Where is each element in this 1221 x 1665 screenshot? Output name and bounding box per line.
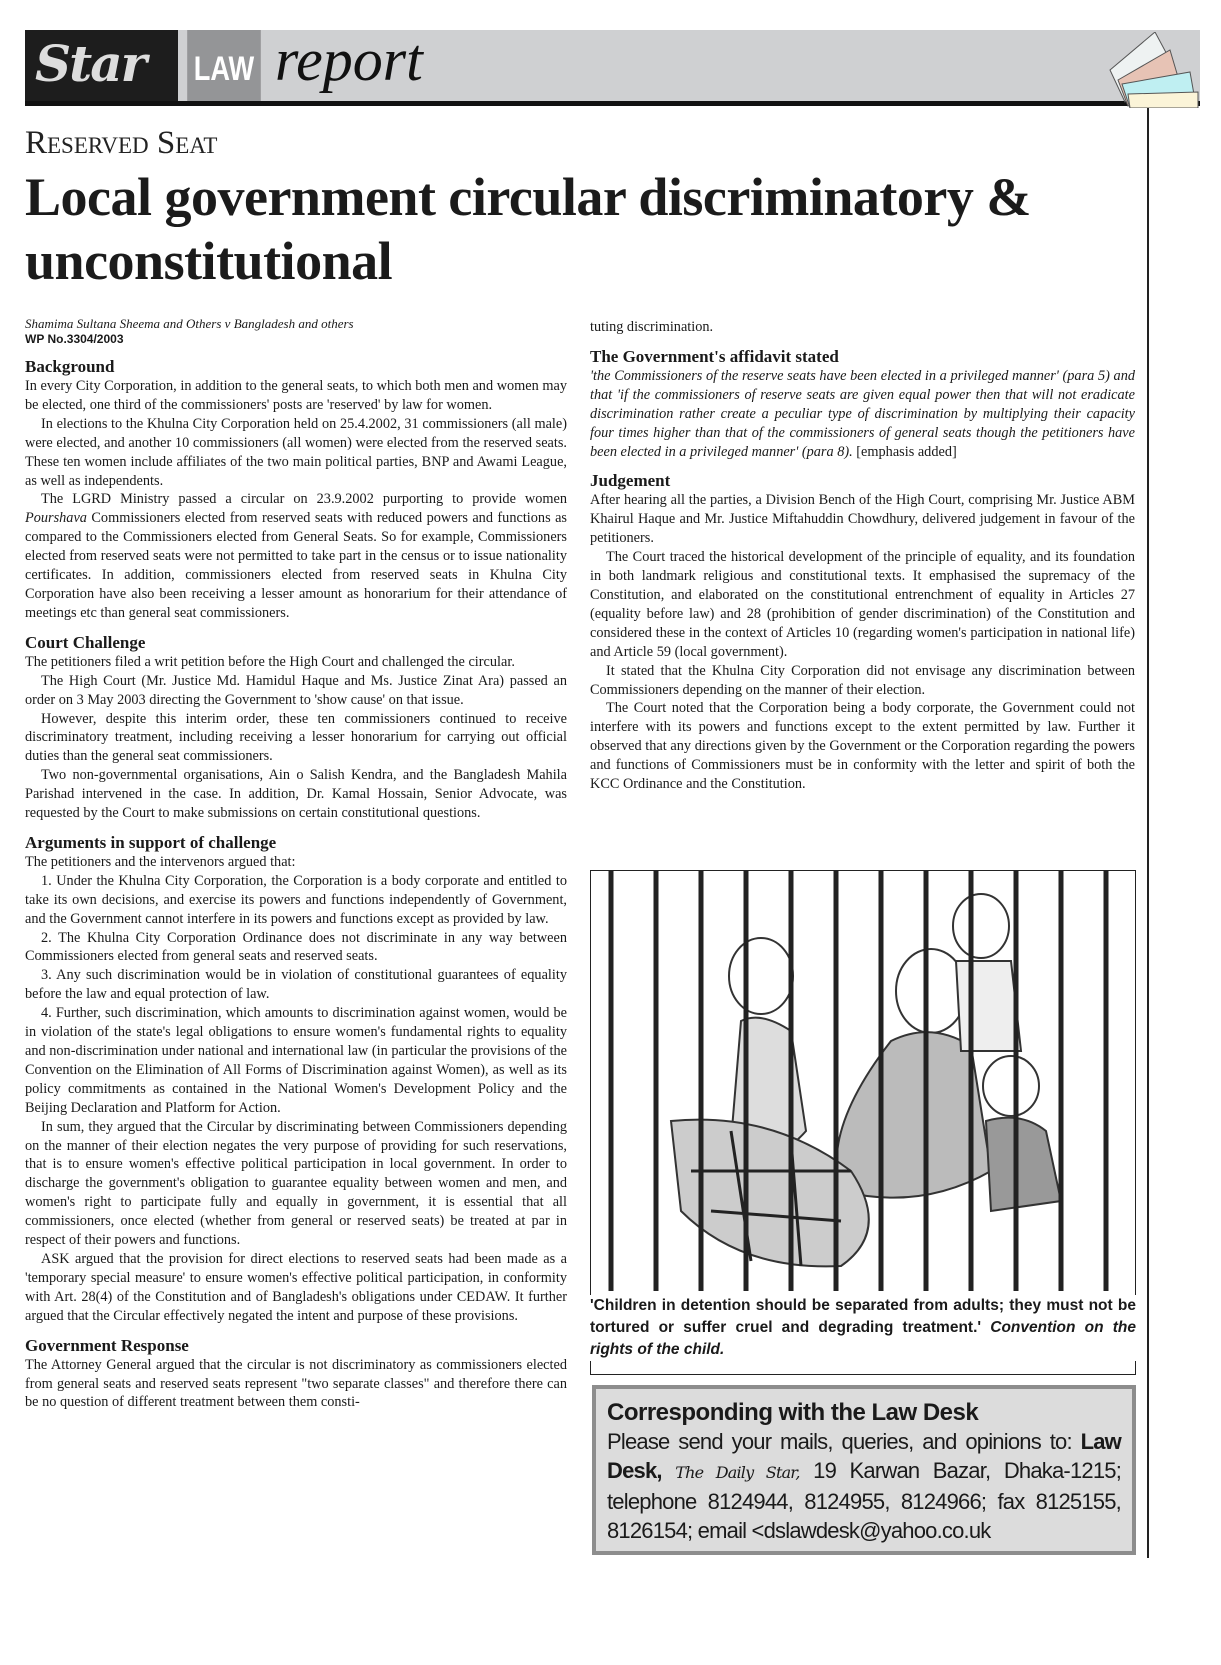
law-desk-title: Corresponding with the Law Desk: [607, 1399, 979, 1426]
masthead: [25, 27, 1200, 106]
paragraph: [25, 490, 567, 622]
paragraph: 4. Further, such discrimination, which amounts to discrimination against women, would be in violation of the state's legal obligations to ensure women's fundamental rights to equality and non-discrimination under national and international law (in particular the provisions of the Convention on the Elimination of All Forms of Discrimination against Women), as well as its policy commitments as contained in the National Women's Development Policy and the Beijing Declaration and Platform for Action.: [25, 1005, 567, 1116]
judgement-heading: Judgement: [590, 471, 671, 491]
text: Commissioners elected from reserved seats with reduced powers and functions as compared to the Commissioners elected from General Seats. So for example, Commissioners elected from reserved seats were not permitted to take part in the census or to issue nationality certificates. In addition, commissioners elected from reserved seats in Khulna City Corporation have also been receiving a lesser amount as honorarium for their attendance of meetings etc than general seat commissioners.: [25, 510, 567, 621]
background-heading: Background: [25, 357, 115, 376]
star-logo: Star: [25, 30, 178, 101]
right-column: [590, 318, 1135, 794]
paragraph: After hearing all the parties, a Division Bench of the High Court, comprising Mr. Justice ABM Khairul Haque and Mr. Justice Miftahuddin Chowdhury, delivered judgement in favour of the petitioners.: [590, 492, 1135, 547]
court-heading: Court Challenge: [25, 632, 146, 652]
paragraph: 1. Under the Khulna City Corporation, the Corporation is a body corporate and entitled to take its own decisions, and exercise its powers and functions independently of Government, and the Government cannot interfere in its powers and functions except as provided by law.: [25, 872, 567, 927]
paragraph: In every City Corporation, in addition to the general seats, to which both men and women may be elected, one third of the commissioners' posts are 'reserved' by law for women.: [25, 378, 567, 413]
quote-note: [emphasis added]: [852, 443, 957, 460]
paragraph: The Attorney General argued that the circular is not discriminatory as commissioners elected from general seats and reserved seats represent "two separate classes" and therefore there can be no question of different treatment between them consti-: [25, 1356, 567, 1411]
text: The LGRD Ministry passed a circular on 23.9.2002 purporting to provide women: [41, 491, 567, 508]
illustration-caption: [590, 1295, 1136, 1361]
case-name: Shamima Sultana Sheema and Others v Bangladesh and others: [25, 316, 354, 331]
paragraph: The Court noted that the Corporation being a body corporate, the Government could not interfere with its powers and functions except to the extent permitted by law. Further it observed that any directions given by the Government or the Corporation regarding the powers and functions of Commissioners must be in conformity with the letter and spirit of both the KCC Ordinance and the Constitution.: [590, 700, 1135, 793]
left-column: [25, 316, 567, 1412]
paragraph: The petitioners and the intervenors argued that:: [25, 853, 296, 870]
caption-source: Convention on the rights of the child.: [590, 1319, 1136, 1358]
paragraph: ASK argued that the provision for direct elections to reserved seats had been made as a 'temporary special measure' to ensure women's effective political participation, in conformity with Art. 28(4) of the Constitution and of Bangladesh's obligations under CEDAW. It further argued that the Circular effectively negated the intent and purpose of these provisions.: [25, 1250, 567, 1324]
paragraph: In elections to the Khulna City Corporation held on 25.4.2002, 31 commissioners (all male) were elected, and another 10 commissioners (all women) were elected from the reserved seats. These ten women include affiliates of the two main political parties, BNP and Awami League, as well as independents.: [25, 415, 567, 489]
paragraph: The High Court (Mr. Justice Md. Hamidul Haque and Ms. Justice Zinat Ara) passed an order on 3 May 2003 directing the Government to 'show cause' on that issue.: [25, 672, 567, 708]
column-rule: [1147, 108, 1149, 1558]
law-desk-bold: Law Desk,: [607, 1429, 1121, 1483]
caption-quote: 'Children in detention should be separated from adults; they must not be tortured or suffer cruel and degrading treatment.': [590, 1297, 1136, 1336]
paragraph: 3. Any such discrimination would be in violation of constitutional guarantees of equality before the law and equal protection of law.: [25, 967, 567, 1003]
paragraph: 2. The Khulna City Corporation Ordinance does not discriminate in any way between Commissioners elected from general seats and reserved seats.: [25, 929, 567, 965]
headline: Local government circular discriminatory & unconstitutional: [25, 167, 1031, 291]
affidavit-heading: The Government's affidavit stated: [590, 346, 839, 366]
kicker: Reserved Seat: [25, 125, 218, 161]
law-desk-text: [607, 1427, 1121, 1545]
text: Please send your mails, queries, and opinions to:: [607, 1429, 1081, 1454]
law-desk-box: [592, 1385, 1136, 1555]
text-italic: Pourshava: [25, 510, 87, 527]
folders-icon: [1100, 32, 1200, 108]
law-label: LAW: [187, 30, 261, 101]
paragraph: Two non-governmental organisations, Ain o Salish Kendra, and the Bangladesh Mahila Parishad intervened in the case. In addition, Dr. Kamal Hossain, Senior Advocate, was requested by the Court to make submissions on certain constitutional questions.: [25, 767, 567, 822]
jail-bars-illustration: [591, 871, 1137, 1291]
government-response-heading: Government Response: [25, 1335, 189, 1355]
quote-text: 'the Commissioners of the reserve seats have been elected in a privileged manner' (para 5) and that 'if the commissioners of reserve seats are given equal power then that will not eradicate discrimination rather create a peculiar type of discrimination by multiplying their capacity four times higher than that of the commissioners of general seats though the petitioners have been elected in a privileged manner' (para 8).: [590, 367, 1135, 460]
case-number: WP No.3304/2003: [25, 332, 124, 346]
paragraph: However, despite this interim order, these ten commissioners continued to receive discriminatory treatment, including receiving a lesser honorarium for carrying out official duties than the general seat commissioners.: [25, 710, 567, 765]
paragraph: The petitioners filed a writ petition before the High Court and challenged the circular.: [25, 653, 515, 670]
paragraph: tuting discrimination.: [590, 319, 714, 335]
daily-star-logo: The Daily Star,: [675, 1463, 800, 1482]
paragraph: In sum, they argued that the Circular by discriminating between Commissioners depending on the manner of their election negates the very purpose of providing for such reservations, that is to ensure women's effective political participation in local government. In order to discharge the government's obligation to guarantee equality between women and men, and women's right to participate fully and equally in government, it is essential that all commissioners, once elected (whether from general or reserved seats) be treated at par in respect of their powers and functions.: [25, 1118, 567, 1249]
paragraph: It stated that the Khulna City Corporation did not envisage any discrimination between Commissioners depending on the manner of their election.: [590, 662, 1135, 698]
text: 19 Karwan Bazar, Dhaka-1215; telephone 8124944, 8124955, 8124966; fax 8125155, 8126154; email <dslawdesk@yahoo.co.uk: [607, 1458, 1122, 1543]
affidavit-quote: [590, 367, 1135, 462]
arguments-heading: Arguments in support of challenge: [25, 832, 277, 852]
report-label: report: [275, 27, 423, 93]
paragraph: The Court traced the historical development of the principle of equality, and its foundation in both landmark religious and constitutional texts. It emphasised the supremacy of the Constitution, and elaborated on the constitutional entrenchment of equality in Articles 27 (equality before law) and 28 (prohibition of gender discrimination) of the Constitution and considered these in the context of Articles 10 (regarding women's participation in national life) and Article 59 (local government).: [590, 549, 1135, 660]
